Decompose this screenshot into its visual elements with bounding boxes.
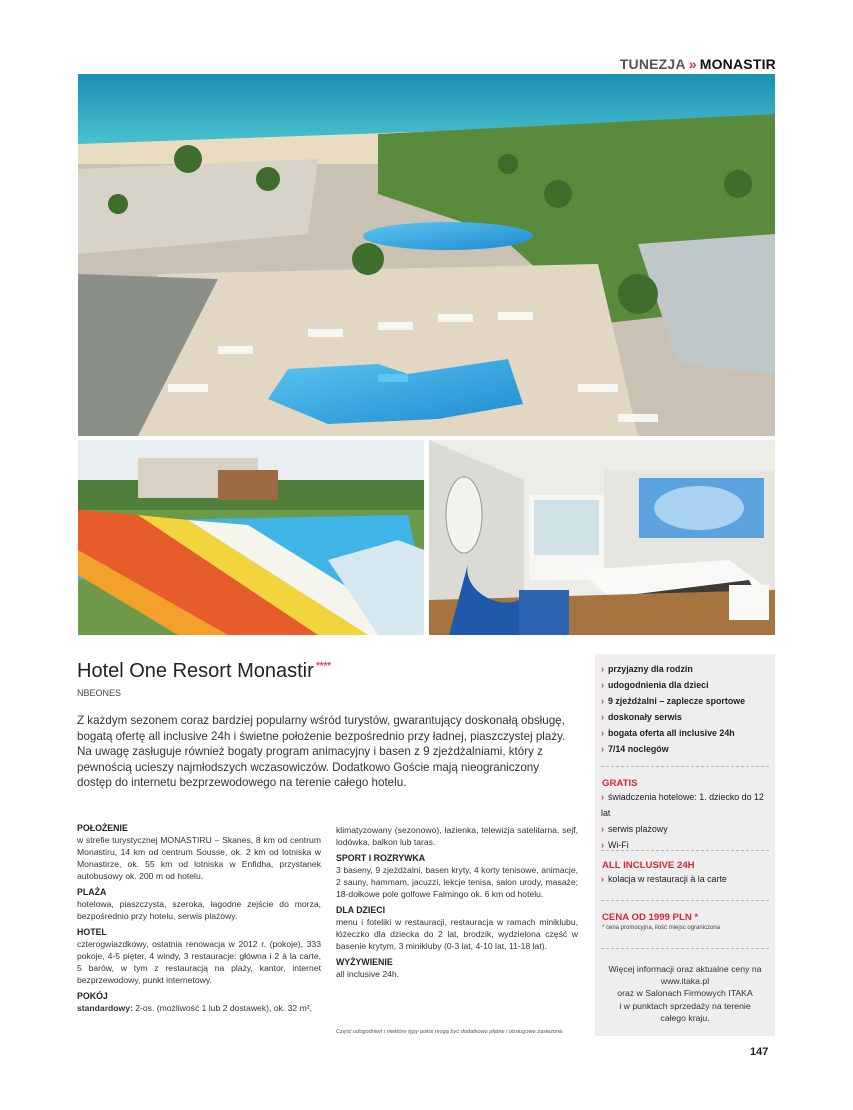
room-type-text: 2-os. (możliwość 1 lub 2 dostawek), ok. 32 m², [132,1003,312,1013]
price-section [595,912,775,931]
beach-heading: PLAŻA [77,887,107,897]
divider [595,948,775,949]
gratis-heading: GRATIS [602,778,638,789]
all-inclusive-heading: ALL INCLUSIVE 24H [602,860,695,871]
aerial-resort-photo [78,74,775,436]
amenities-footnote: Część udogodnień i niektóre typy pokoi mogą być dodatkowo płatne i obsługowe zasiezone. [336,1029,564,1035]
list-item: › doskonały serwis [601,712,682,722]
price-heading: CENA OD 1999 PLN * [602,912,699,923]
divider [595,900,775,901]
hotel-title [77,660,330,683]
hotel-room-icon [429,440,775,635]
hotel-code: NBEONES [77,688,122,698]
hotel-name: Hotel One Resort Monastir [77,660,314,682]
sport-heading: SPORT I ROZRYWKA [336,853,426,863]
room-text [77,1002,321,1014]
city-label: MONASTIR [699,56,776,72]
divider [595,766,775,767]
chevron-right-icon: › [601,712,604,722]
list-item: › serwis plażowy [601,824,668,834]
waterpark-slides-icon [78,440,424,635]
room-heading: POKÓJ [77,991,108,1001]
chevron-right-icon: › [601,744,604,754]
beach-text: hotelowa, piaszczysta, szeroka, łagodne zejście do morza, bezpośrednio przy hotelu, serwis plażowy. [77,899,321,921]
chevron-right-icon: › [601,664,604,674]
room-photo [429,440,775,635]
chevron-right-icon: › [601,792,604,802]
page-number: 147 [750,1046,769,1058]
website-link[interactable]: www.itaka.pl [660,976,710,987]
sport-text: 3 baseny, 9 zjeżdżalni, basen kryty, 4 korty tenisowe, animacje, 2 sauny, hammam, jacuzzi, lekcje tenisa, salon urody, masaże; 18-dołkowe pole golfowe Falmingo ok. 6 km od hotelu. [336,865,578,899]
info-section [595,963,775,1024]
breadcrumb-separator: » [688,56,697,72]
hotel-intro: Z każdym sezonem coraz bardziej popularny wśród turystów, gwarantujący doskonałą obsługę, bogatą ofertę all inclusive 24h i świetne położenie bezpośrednio przy ładnej, piaszczystej plaży. Na uwagę zasługuje również bogaty program animacyjny i basen z 9 zjeżdżalniami, który z pewnością ucieszy najmłodszych wczasowiczów. Dodatkowo Goście mają nieograniczony dostęp do internetu bezprzewodowego na terenie całego hotelu. [77,714,566,790]
waterpark-photo [78,440,424,635]
features-section [595,661,775,757]
divider [595,850,775,851]
hotel-heading: HOTEL [77,927,107,937]
list-item: › świadczenia hotelowe: 1. dziecko do 12 lat [601,792,764,818]
location-heading: POŁOŻENIE [77,823,128,833]
list-item: › 9 zjeżdżalni – zaplecze sportowe [601,696,746,706]
offer-sidebar [595,654,775,1036]
list-item: › udogodnienia dla dzieci [601,680,709,690]
hotel-stars: **** [315,659,331,673]
chevron-right-icon: › [601,680,604,690]
room-type-label: standardowy: [77,1003,133,1013]
hotel-text: czterogwiazdkowy, ostatnia renowacja w 2012 r. (pokoje), 333 pokoje, 4-5 pięter, 4 windy, 3 restauracje: główna i 2 à la carte, 5 barów, w tym z restauracją na plaży, kantor, internet bezprzewodowy, punkt internetowy. [77,939,321,985]
chevron-right-icon: › [601,824,604,834]
chevron-right-icon: › [601,728,604,738]
aerial-resort-pools-icon [78,74,775,436]
all-inclusive-section [595,860,775,887]
list-item: › bogata oferta all inclusive 24h [601,728,735,738]
location-text: w strefie turystycznej MONASTIRU – Skanes, 8 km od centrum Monastiru, 14 km od centrum Sousse, ok. 2 km od lotniska w Monastirze, ok. 55 km od lotniska w Enfidha, przystanek autobusowy ok. 200 m od hotelu. [77,835,321,881]
details-left-column [77,822,321,1018]
list-item: › Wi-Fi [601,840,629,850]
list-item: › 7/14 noclegów [601,744,669,754]
list-item: › przyjazny dla rodzin [601,664,693,674]
all-inclusive-list [595,871,775,887]
details-right-column [336,824,578,984]
gratis-section [595,778,775,853]
kids-text: menu i foteliki w restauracji, restauracja w ramach miniklubu, łóżeczko dla dziecka do 2 lat, brodzik, wydzielona część w basenie krytym, 3 minikluby (0-3 lat, 4-10 lat, 11-18 lat). [336,917,578,951]
room-text-continued: klimatyzowany (sezonowo), łazienka, telewizja satelitarna, sejf, lodówka, balkon lub taras. [336,825,578,847]
chevron-right-icon: › [601,696,604,706]
chevron-right-icon: › [601,874,604,884]
country-label: TUNEZJA [619,56,686,72]
price-note: * cena promocyjna, ilość miejsc ograniczona [602,925,721,931]
list-item: › kolacja w restauracji à la carte [601,874,727,884]
board-heading: WYŻYWIENIE [336,957,393,967]
gratis-list [595,789,775,853]
features-list [595,661,775,757]
info-text: Więcej informacji oraz aktualne ceny na www.itaka.pl oraz w Salonach Firmowych ITAKA i w punktach sprzedaży na terenie całego kraju. [595,963,775,1024]
page-header [620,56,776,72]
chevron-right-icon: › [601,840,604,850]
kids-heading: DLA DZIECI [336,905,386,915]
board-text: all inclusive 24h. [336,969,400,979]
